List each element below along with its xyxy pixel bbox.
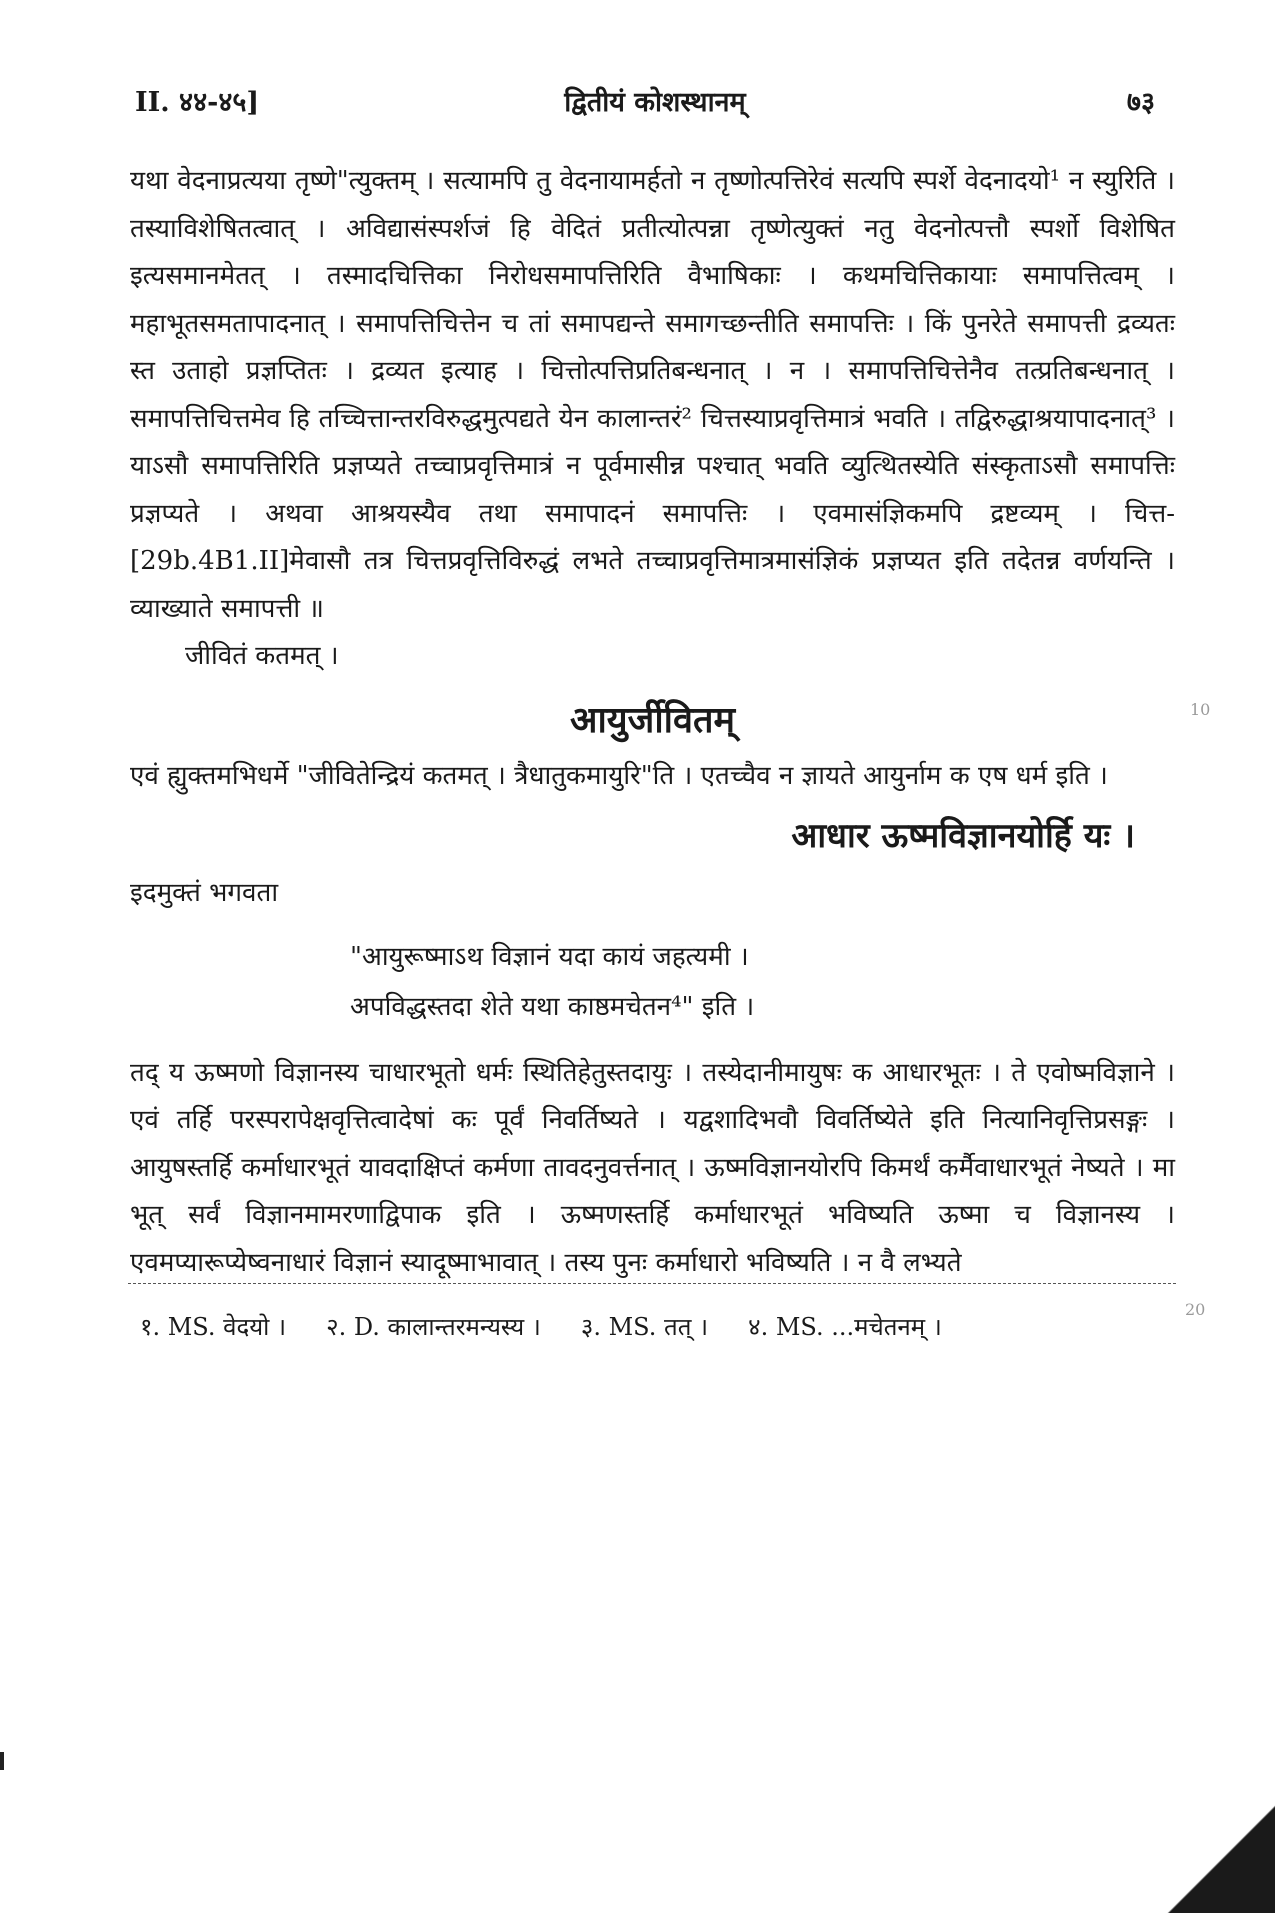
main-text xyxy=(130,158,1175,1287)
margin-line-number-b: 20 xyxy=(1185,1300,1206,1319)
footnote-3: ३. MS. तत् । xyxy=(580,1313,709,1341)
section-heading: आयुर्जीवितम् xyxy=(569,698,736,741)
running-header xyxy=(135,82,1175,122)
page-number: ७३ xyxy=(1126,87,1155,118)
footnote-4: ४. MS. ...मचेतनम् । xyxy=(748,1313,942,1341)
footnotes xyxy=(140,1310,1175,1343)
paragraph-quote-intro: इदमुक्तं भगवता xyxy=(130,878,279,908)
paragraph-abhidharma: एवं ह्युक्तमभिधर्मे "जीवितेन्द्रियं कतमत् । त्रैधातुकमायुरि"ति । एतच्चैव न ज्ञायते आयुर्नाम क एष धर्म इति । xyxy=(130,760,1108,791)
footnote-1: १. MS. वेदयो । xyxy=(140,1313,287,1341)
scan-corner-shadow xyxy=(1155,1793,1275,1913)
section-reference: II. ४४-४५] xyxy=(135,87,260,118)
paragraph-ayus: तद् य ऊष्मणो विज्ञानस्य चाधारभूतो धर्मः स्थितिहेतुस्तदायुः । तस्येदानीमायुषः क आधारभूतः । ते एवोष्मविज्ञाने । एवं तर्हि परस्परापेक्षवृत्तित्वादेषां कः पूर्वं निवर्तिष्यते । यद्वशादिभवौ विवर्तिष्येते इति नित्यानिवृत्तिप्रसङ्गः । आयुषस्तर्हि कर्माधारभूतं यावदाक्षिप्तं कर्मणा तावदनुवर्त्तनात् । ऊष्मविज्ञानयोरपि किमर्थं कर्मैवाधारभूतं नेष्यते । मा भूत् सर्वं विज्ञानमामरणाद्विपाक इति । ऊष्मणस्तर्हि कर्माधारभूतं भविष्यति ऊष्मा च विज्ञानस्य । एवमप्यारूप्येष्वनाधारं विज्ञानं स्यादूष्माभावात् । तस्य पुनः कर्माधारो भविष्यति । न वै लभ्यते xyxy=(130,1057,1175,1278)
paragraph-question: जीवितं कतमत् । xyxy=(185,641,339,671)
paragraph-samapatti: यथा वेदनाप्रत्यया तृष्णे"त्युक्तम् । सत्यामपि तु वेदनायामर्हतो न तृष्णोत्पत्तिरेवं सत्यपि स्पर्शे वेदनादयो¹ न स्युरिति । तस्याविशेषितत्वात् । अविद्यासंस्पर्शजं हि वेदितं प्रतीत्योत्पन्ना तृष्णेत्युक्तं नतु वेदनोत्पत्तौ स्पर्शो विशेषित इत्यसमानमेतत् । तस्मादचित्तिका निरोधसमापत्तिरिति वैभाषिकाः । कथमचित्तिकायाः समापत्तित्वम् । महाभूतसमतापादनात् । समापत्तिचित्तेन च तां समापद्यन्ते समागच्छन्तीति समापत्तिः । किं पुनरेते समापत्ती द्रव्यतः स्त उताहो प्रज्ञप्तितः । द्रव्यत इत्याह । चित्तोत्पत्तिप्रतिबन्धनात् । न । समापत्तिचित्तेनैव तत्प्रतिबन्धनात् । समापत्तिचित्तमेव हि तच्चित्तान्तरविरुद्धमुत्पद्यते येन कालान्तरं² चित्तस्याप्रवृत्तिमात्रं भवति । तद्विरुद्धाश्रयापादनात्³ । याऽसौ समापत्तिरिति प्रज्ञप्यते तच्चाप्रवृत्तिमात्रं न पूर्वमासीन्न पश्चात् भवति व्युत्थितस्येति संस्कृताऽसौ समापत्तिः प्रज्ञप्यते । अथवा आश्रयस्यैव तथा समापादनं समापत्तिः । एवमासंज्ञिकमपि द्रष्टव्यम् । चित्त-[29b.4B1.II]मेवासौ तत्र चित्तप्रवृत्तिविरुद्धं लभते तच्चाप्रवृत्तिमात्रमासंज्ञिकं प्रज्ञप्यत इति तदेतन्न वर्णयन्ति । व्याख्याते समापत्ती ॥ xyxy=(130,166,1175,624)
karika-verse: आधार ऊष्मविज्ञानयोर्हि यः । xyxy=(791,816,1135,856)
scan-edge-mark xyxy=(0,1752,4,1770)
chapter-title: द्वितीयं कोशस्थानम् xyxy=(564,87,746,118)
verse-line-2: अपविद्धस्तदा शेते यथा काष्ठमचेतन⁴" इति । xyxy=(350,991,755,1022)
verse-line-1: "आयुरूष्माऽथ विज्ञानं यदा कायं जहत्यमी । xyxy=(350,941,749,972)
footnote-2: २. D. कालान्तरमन्यस्य । xyxy=(326,1313,541,1341)
quoted-verse xyxy=(350,932,1175,1032)
margin-line-number-a: 10 xyxy=(1190,700,1211,719)
footnote-divider xyxy=(128,1283,1176,1284)
